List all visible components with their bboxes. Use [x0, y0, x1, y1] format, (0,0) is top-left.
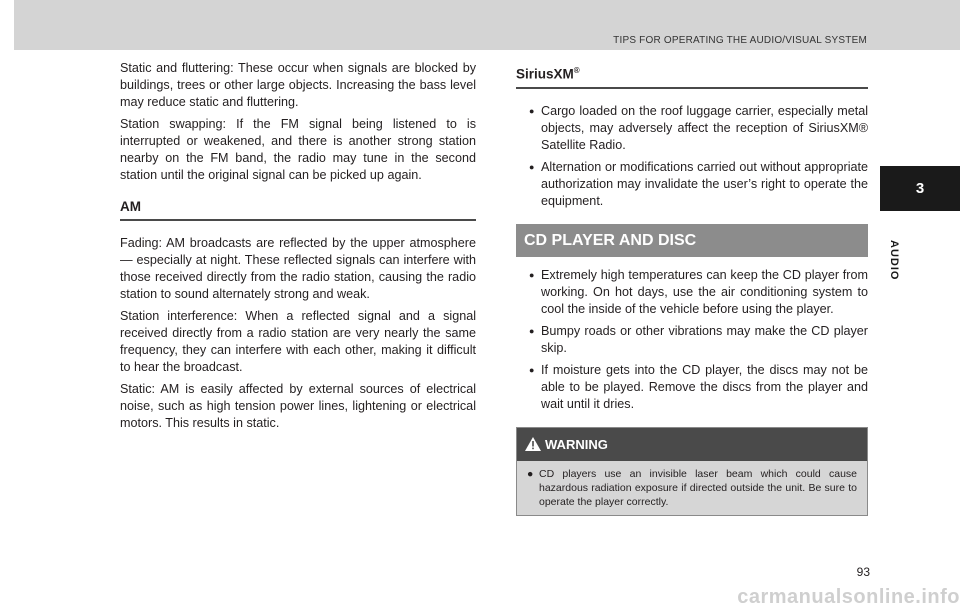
chapter-tab-label: AUDIO [888, 240, 900, 281]
paragraph-static-fluttering: Static and fluttering: These occur when signals are blocked by buildings, trees or other large objects. Increasing the bass level may reduce static and fluttering. [120, 61, 476, 109]
page-number: 93 [856, 565, 870, 579]
siriusxm-bullet-list [516, 103, 868, 210]
list-item: ● Cargo loaded on the roof luggage carrier, especially metal objects, may adversely affect the reception of SiriusXM® Satellite Radio. [529, 103, 868, 154]
right-column [516, 62, 868, 516]
section-heading-text: SiriusXM [516, 66, 574, 82]
warning-header [517, 428, 867, 461]
registered-mark: ® [573, 66, 580, 75]
section-heading-siriusxm [516, 62, 868, 89]
section-banner-cd-player: CD PLAYER AND DISC [516, 224, 868, 257]
list-item: ● Extremely high temperatures can keep the CD player from working. On hot days, use the air conditioning system to cool the inside of the vehicle before using the player. [529, 267, 868, 318]
chapter-tab-number: 3 [880, 166, 960, 211]
bullet-icon: ● [527, 467, 534, 480]
cd-bullet-list [516, 267, 868, 413]
warning-text: CD players use an invisible laser beam which could cause hazardous radiation exposure if directed outside the unit. Be sure to operate the player correctly. [539, 467, 857, 508]
list-item: ● Alternation or modifications carried out without appropriate authorization may invalidate the user’s right to operate the equipment. [529, 159, 868, 210]
section-heading-am: AM [120, 198, 476, 221]
paragraph-station-interference: Station interference: When a reflected signal and a signal received directly from a radio station are very nearly the same frequency, they can interfere with each other, making it difficult to hear the broadcast. [120, 309, 476, 374]
warning-triangle-icon [525, 437, 541, 451]
paragraph-fading: Fading: AM broadcasts are reflected by the upper atmosphere — especially at night. These reflected signals can interfere with those received directly from the radio station, causing the radio station to sound alternately strong and weak. [120, 236, 476, 301]
running-header: TIPS FOR OPERATING THE AUDIO/VISUAL SYSTEM [613, 35, 867, 46]
warning-title: WARNING [545, 436, 608, 452]
paragraph-static: Static: AM is easily affected by external sources of electrical noise, such as high tension power lines, lightening or electrical motors. This results in static. [120, 382, 476, 430]
paragraph-station-swapping: Station swapping: If the FM signal being listened to is interrupted or weakened, and there is another strong station nearby on the FM band, the radio may tune in the second station until the original signal can be picked up again. [120, 117, 476, 182]
list-item: ● Bumpy roads or other vibrations may make the CD player skip. [529, 323, 868, 357]
watermark-logo: carmanualsonline.info [737, 586, 960, 608]
list-item: ● If moisture gets into the CD player, the discs may not be able to be played. Remove the discs from the player and wait until it dries. [529, 362, 868, 413]
warning-body [517, 461, 867, 515]
left-column [120, 60, 476, 437]
warning-box [516, 427, 868, 516]
